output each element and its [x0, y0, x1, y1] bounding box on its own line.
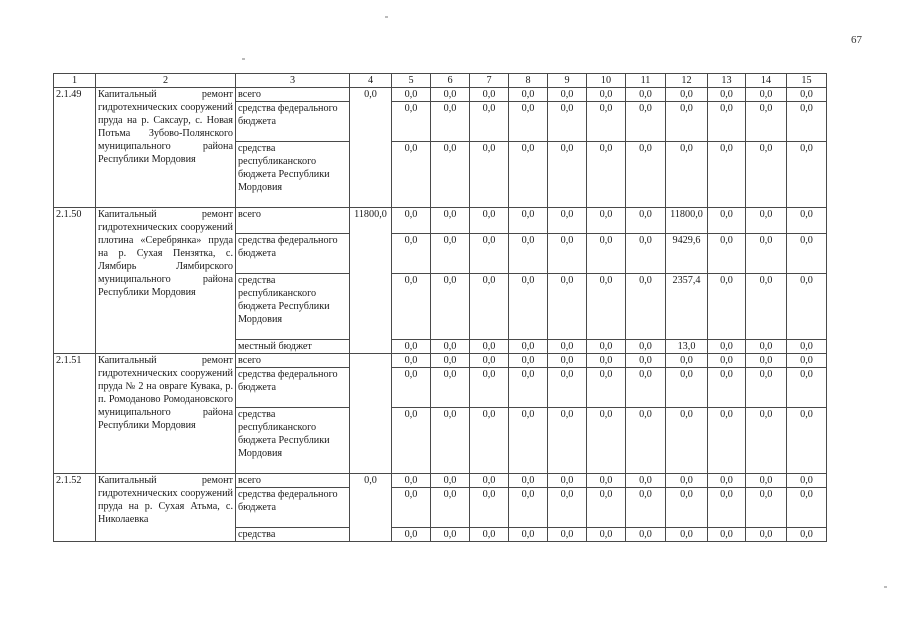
value-cell: 0,0: [509, 368, 548, 408]
column-number: 5: [392, 74, 431, 88]
column-number: 14: [746, 74, 787, 88]
column-number: 8: [509, 74, 548, 88]
value-cell: 0,0: [587, 408, 626, 474]
value-cell: 0,0: [787, 488, 827, 528]
value-cell: 0,0: [787, 354, 827, 368]
value-cell: 0,0: [509, 208, 548, 234]
value-cell: 0,0: [587, 88, 626, 102]
value-cell: 0,0: [470, 208, 509, 234]
value-cell: 0,0: [787, 208, 827, 234]
value-cell: 0,0: [708, 488, 746, 528]
value-cell: 0,0: [666, 488, 708, 528]
funding-source: средства федерального бюджета: [236, 102, 350, 142]
value-cell: 0,0: [431, 88, 470, 102]
value-cell: 0,0: [431, 274, 470, 340]
value-cell: 0,0: [626, 354, 666, 368]
value-cell: 0,0: [787, 340, 827, 354]
value-cell: 0,0: [431, 368, 470, 408]
funding-source: местный бюджет: [236, 340, 350, 354]
value-cell: 0,0: [626, 274, 666, 340]
value-cell: 0,0: [626, 208, 666, 234]
funding-source: средства республиканского бюджета Республики Мордовия: [236, 274, 350, 340]
value-cell: 0,0: [666, 368, 708, 408]
table-row: [54, 354, 827, 368]
value-cell: 0,0: [708, 102, 746, 142]
value-cell: 0,0: [626, 234, 666, 274]
value-cell: 11800,0: [666, 208, 708, 234]
funding-source: средства федерального бюджета: [236, 234, 350, 274]
value-cell: 0,0: [392, 488, 431, 528]
value-cell: 0,0: [548, 142, 587, 208]
value-cell: 0,0: [587, 274, 626, 340]
value-cell: 0,0: [470, 474, 509, 488]
scan-speck: [884, 586, 887, 588]
value-cell: 0,0: [746, 208, 787, 234]
table-row: [54, 88, 827, 102]
scan-speck: [385, 16, 388, 18]
column-number: 11: [626, 74, 666, 88]
value-cell: 0,0: [392, 408, 431, 474]
value-cell: 0,0: [587, 340, 626, 354]
value-cell: 0,0: [587, 368, 626, 408]
total-cell: [350, 354, 392, 474]
item-name: Капитальный ремонт гидротехнических сооружений пруда на р. Сухая Атьма, с. Николаевка: [96, 474, 236, 542]
total-cell: 0,0: [350, 474, 392, 542]
value-cell: 0,0: [708, 274, 746, 340]
value-cell: 0,0: [509, 142, 548, 208]
column-number: 15: [787, 74, 827, 88]
value-cell: 0,0: [431, 340, 470, 354]
value-cell: 0,0: [746, 340, 787, 354]
value-cell: 0,0: [626, 88, 666, 102]
value-cell: 0,0: [746, 234, 787, 274]
column-number: 6: [431, 74, 470, 88]
funding-source: всего: [236, 474, 350, 488]
funding-source: средства: [236, 528, 350, 542]
value-cell: 0,0: [708, 208, 746, 234]
value-cell: 0,0: [746, 408, 787, 474]
value-cell: 0,0: [708, 234, 746, 274]
value-cell: 0,0: [787, 274, 827, 340]
value-cell: 0,0: [470, 88, 509, 102]
value-cell: 0,0: [470, 528, 509, 542]
value-cell: 0,0: [431, 102, 470, 142]
value-cell: 0,0: [509, 234, 548, 274]
column-number: 1: [54, 74, 96, 88]
value-cell: 9429,6: [666, 234, 708, 274]
value-cell: 0,0: [587, 354, 626, 368]
column-number: 13: [708, 74, 746, 88]
item-code: 2.1.51: [54, 354, 96, 474]
value-cell: 0,0: [626, 368, 666, 408]
value-cell: 0,0: [587, 208, 626, 234]
value-cell: 0,0: [392, 142, 431, 208]
value-cell: 0,0: [431, 528, 470, 542]
value-cell: 0,0: [509, 528, 548, 542]
value-cell: 0,0: [392, 474, 431, 488]
funding-source: всего: [236, 354, 350, 368]
value-cell: 0,0: [548, 474, 587, 488]
value-cell: 0,0: [431, 142, 470, 208]
value-cell: 0,0: [509, 354, 548, 368]
value-cell: 0,0: [509, 488, 548, 528]
budget-table: [53, 73, 827, 542]
value-cell: 0,0: [548, 208, 587, 234]
column-number: 12: [666, 74, 708, 88]
value-cell: 0,0: [746, 142, 787, 208]
value-cell: 0,0: [587, 102, 626, 142]
value-cell: 0,0: [392, 88, 431, 102]
page-number: 67: [851, 34, 862, 46]
item-code: 2.1.49: [54, 88, 96, 208]
item-code: 2.1.52: [54, 474, 96, 542]
value-cell: 0,0: [787, 142, 827, 208]
value-cell: 0,0: [787, 368, 827, 408]
value-cell: 2357,4: [666, 274, 708, 340]
value-cell: 0,0: [708, 408, 746, 474]
value-cell: 0,0: [431, 408, 470, 474]
value-cell: 0,0: [548, 102, 587, 142]
value-cell: 13,0: [666, 340, 708, 354]
item-code: 2.1.50: [54, 208, 96, 354]
value-cell: 0,0: [587, 474, 626, 488]
column-number: 2: [96, 74, 236, 88]
value-cell: 0,0: [626, 528, 666, 542]
value-cell: 0,0: [548, 408, 587, 474]
column-number: 7: [470, 74, 509, 88]
value-cell: 0,0: [548, 274, 587, 340]
value-cell: 0,0: [470, 368, 509, 408]
funding-source: средства федерального бюджета: [236, 368, 350, 408]
value-cell: 0,0: [548, 488, 587, 528]
value-cell: 0,0: [787, 102, 827, 142]
value-cell: 0,0: [708, 340, 746, 354]
value-cell: 0,0: [787, 408, 827, 474]
value-cell: 0,0: [509, 274, 548, 340]
value-cell: 0,0: [431, 474, 470, 488]
value-cell: 0,0: [470, 340, 509, 354]
value-cell: 0,0: [392, 208, 431, 234]
value-cell: 0,0: [392, 528, 431, 542]
column-number: 4: [350, 74, 392, 88]
value-cell: 0,0: [626, 474, 666, 488]
value-cell: 0,0: [666, 88, 708, 102]
value-cell: 0,0: [548, 88, 587, 102]
value-cell: 0,0: [509, 474, 548, 488]
value-cell: 0,0: [746, 368, 787, 408]
value-cell: 0,0: [626, 102, 666, 142]
value-cell: 0,0: [431, 488, 470, 528]
value-cell: 0,0: [626, 408, 666, 474]
funding-source: средства республиканского бюджета Республики Мордовия: [236, 408, 350, 474]
value-cell: 0,0: [787, 474, 827, 488]
value-cell: 0,0: [746, 354, 787, 368]
scan-speck: [242, 58, 245, 60]
table-row: [54, 474, 827, 488]
value-cell: 0,0: [787, 528, 827, 542]
column-number: 9: [548, 74, 587, 88]
total-cell: 0,0: [350, 88, 392, 208]
value-cell: 0,0: [548, 354, 587, 368]
value-cell: 0,0: [587, 488, 626, 528]
value-cell: 0,0: [666, 354, 708, 368]
funding-source: средства федерального бюджета: [236, 488, 350, 528]
value-cell: 0,0: [666, 408, 708, 474]
table-row: [54, 208, 827, 234]
value-cell: 0,0: [708, 354, 746, 368]
value-cell: 0,0: [392, 354, 431, 368]
value-cell: 0,0: [746, 274, 787, 340]
value-cell: 0,0: [470, 142, 509, 208]
column-number: 10: [587, 74, 626, 88]
value-cell: 0,0: [548, 368, 587, 408]
value-cell: 0,0: [392, 274, 431, 340]
value-cell: 0,0: [666, 102, 708, 142]
value-cell: 0,0: [708, 474, 746, 488]
value-cell: 0,0: [509, 340, 548, 354]
value-cell: 0,0: [470, 354, 509, 368]
value-cell: 0,0: [587, 234, 626, 274]
value-cell: 0,0: [392, 102, 431, 142]
value-cell: 0,0: [746, 488, 787, 528]
value-cell: 0,0: [587, 528, 626, 542]
column-number: 3: [236, 74, 350, 88]
value-cell: 0,0: [708, 528, 746, 542]
value-cell: 0,0: [509, 408, 548, 474]
value-cell: 0,0: [392, 234, 431, 274]
value-cell: 0,0: [666, 528, 708, 542]
value-cell: 0,0: [470, 234, 509, 274]
value-cell: 0,0: [548, 234, 587, 274]
value-cell: 0,0: [509, 102, 548, 142]
value-cell: 0,0: [626, 488, 666, 528]
value-cell: 0,0: [470, 274, 509, 340]
value-cell: 0,0: [431, 354, 470, 368]
item-name: Капитальный ремонт гидротехнических сооружений пруда на р. Саксаур, с. Новая Потьма Зубово-Полянского муниципального района Республики Мордовия: [96, 88, 236, 208]
value-cell: 0,0: [666, 474, 708, 488]
total-cell: 11800,0: [350, 208, 392, 354]
value-cell: 0,0: [587, 142, 626, 208]
value-cell: 0,0: [708, 88, 746, 102]
value-cell: 0,0: [470, 408, 509, 474]
value-cell: 0,0: [509, 88, 548, 102]
value-cell: 0,0: [548, 528, 587, 542]
value-cell: 0,0: [626, 340, 666, 354]
value-cell: 0,0: [392, 368, 431, 408]
value-cell: 0,0: [746, 474, 787, 488]
value-cell: 0,0: [470, 488, 509, 528]
value-cell: 0,0: [431, 208, 470, 234]
funding-source: всего: [236, 208, 350, 234]
value-cell: 0,0: [787, 234, 827, 274]
value-cell: 0,0: [746, 528, 787, 542]
item-name: Капитальный ремонт гидротехнических сооружений пруда № 2 на овраге Кувака, р. п. Ромоданово Ромодановского муниципального района Республики Мордовия: [96, 354, 236, 474]
value-cell: 0,0: [787, 88, 827, 102]
value-cell: 0,0: [431, 234, 470, 274]
value-cell: 0,0: [392, 340, 431, 354]
header-row: [54, 74, 827, 88]
funding-source: всего: [236, 88, 350, 102]
funding-source: средства республиканского бюджета Республики Мордовия: [236, 142, 350, 208]
value-cell: 0,0: [470, 102, 509, 142]
value-cell: 0,0: [746, 88, 787, 102]
value-cell: 0,0: [666, 142, 708, 208]
value-cell: 0,0: [626, 142, 666, 208]
value-cell: 0,0: [708, 368, 746, 408]
value-cell: 0,0: [548, 340, 587, 354]
item-name: Капитальный ремонт гидротехнических сооружений плотина «Серебрянка» пруда на р. Сухая Пензятка, с. Лямбирь Лямбирского муниципального района Республики Мордовия: [96, 208, 236, 354]
value-cell: 0,0: [708, 142, 746, 208]
value-cell: 0,0: [746, 102, 787, 142]
